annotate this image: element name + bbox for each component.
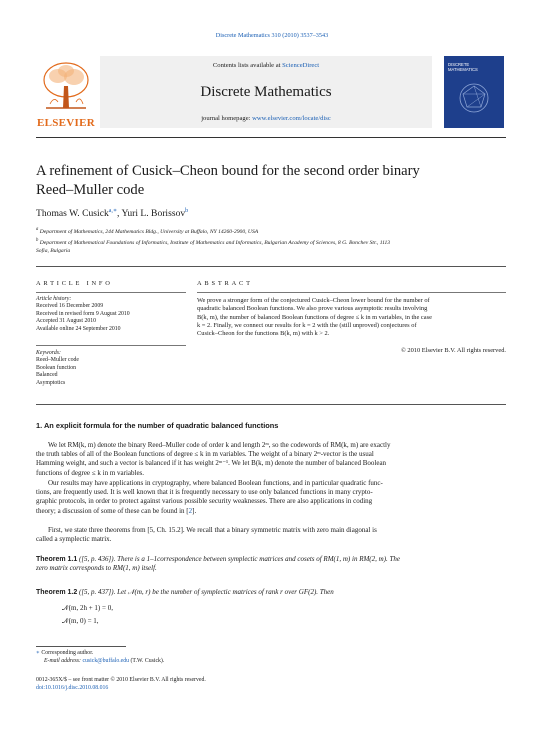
theorem-text: ([5, p. 437]). Let 𝒩(m, r) be the number of symplectic matrices of rank r over GF(2). Then bbox=[79, 588, 334, 596]
author-affiliation-link[interactable]: a,∗ bbox=[108, 208, 118, 214]
body-line: called a symplectic matrix. bbox=[36, 535, 112, 544]
header-divider bbox=[36, 137, 506, 138]
section-heading: 1. An explicit formula for the number of quadratic balanced functions bbox=[36, 421, 279, 430]
footnote-rule bbox=[36, 646, 126, 647]
footnote-email-line bbox=[36, 658, 506, 666]
body-line: graphic protocols, in order to protect against various possible security weaknesses. There are also applications in coding bbox=[36, 497, 373, 506]
abstract-line: We prove a stronger form of the conjectured Cusick–Cheon lower bound for the number of bbox=[197, 297, 430, 304]
affiliation-a bbox=[36, 226, 506, 236]
journal-homepage-line bbox=[100, 115, 432, 122]
body-line: First, we state three theorems from [5, Ch. 15.2]. We recall that a binary symmetric matrix with zero main diagonal is bbox=[48, 526, 377, 534]
affiliation-marker: b bbox=[36, 238, 39, 243]
history-item: Accepted 31 August 2010 bbox=[36, 318, 97, 325]
equation-2: 𝒩(m, 0) = 1, bbox=[62, 617, 99, 625]
equation-1: 𝒩(m, 2h + 1) = 0, bbox=[62, 604, 113, 612]
body-line: Our results may have applications in cryptography, where balanced Boolean functions, and in particular quadratic func- bbox=[48, 479, 383, 487]
body-line: tions, are frequently used. It is well known that it is frequently necessary to use only balanced functions in many crypto- bbox=[36, 488, 373, 497]
abstract-copyright: © 2010 Elsevier B.V. All rights reserved. bbox=[400, 347, 506, 354]
keyword-item: Boolean function bbox=[36, 364, 77, 371]
abstract-line: quadratic balanced Boolean functions. We also prove various asymptotic results involving bbox=[197, 305, 428, 313]
theorem-line bbox=[36, 588, 506, 597]
body-line: functions of degree ≤ k in m variables. bbox=[36, 468, 145, 477]
body-line: We let RM(k, m) denote the binary Reed–Muller code of order k and length 2ᵐ, so the codewords of RM(k, m) are exactly bbox=[48, 441, 391, 449]
history-label: Article history: bbox=[36, 296, 72, 302]
footnote-marker[interactable]: ∗ bbox=[36, 650, 40, 656]
affiliation-text: Department of Mathematics, 244 Mathematics Bldg., University at Buffalo, NY 14260-2900, USA bbox=[39, 228, 259, 235]
body-divider bbox=[36, 404, 506, 405]
keyword-item: Asymptotics bbox=[36, 379, 66, 386]
abstract-rule bbox=[197, 292, 506, 293]
front-matter-notice bbox=[36, 676, 206, 692]
affiliation-marker: a bbox=[36, 227, 39, 232]
issn-line: 0012-365X/$ – see front matter © 2010 Elsevier B.V. All rights reserved. bbox=[36, 677, 206, 683]
theorem-line bbox=[36, 555, 506, 564]
doi-link[interactable]: doi:10.1016/j.disc.2010.08.016 bbox=[36, 685, 109, 691]
keyword-item: Reed–Muller code bbox=[36, 357, 79, 364]
email-label: E-mail address: bbox=[44, 657, 83, 664]
body-paragraph-3 bbox=[36, 526, 506, 544]
author-separator: , bbox=[117, 208, 122, 220]
journal-citation[interactable]: Discrete Mathematics 310 (2010) 3537–3543 bbox=[215, 32, 329, 39]
email-link[interactable]: cusick@buffalo.edu bbox=[82, 657, 130, 664]
contents-prefix: Contents lists available at bbox=[212, 62, 283, 69]
paper-title-line1: A refinement of Cusick–Cheon bound for the second order binary bbox=[36, 163, 420, 179]
author-affiliation-link[interactable]: b bbox=[185, 208, 189, 214]
email-suffix: (T.W. Cusick). bbox=[129, 657, 165, 664]
journal-name: Discrete Mathematics bbox=[200, 84, 332, 100]
body-line bbox=[36, 507, 506, 516]
affiliation-text: Sofia, Bulgaria bbox=[36, 247, 71, 254]
cover-title: DISCRETE MATHEMATICS bbox=[448, 62, 478, 72]
history-item: Available online 24 September 2010 bbox=[36, 325, 121, 332]
abstract-line: k = 2. Finally, we connect our results for k = 2 with the (still unproved) conjectures of bbox=[197, 321, 417, 329]
homepage-prefix: journal homepage: bbox=[201, 115, 253, 122]
contents-available-line bbox=[100, 62, 432, 69]
history-item: Received 16 December 2009 bbox=[36, 303, 104, 310]
elsevier-wordmark: ELSEVIER bbox=[36, 117, 96, 129]
abstract-text bbox=[197, 297, 506, 338]
keywords-rule bbox=[36, 345, 186, 346]
body-text-span: ]. bbox=[192, 506, 197, 515]
history-item: Received in revised form 9 August 2010 bbox=[36, 310, 130, 317]
paper-title bbox=[36, 162, 506, 200]
theorem-line: zero matrix corresponds to RM(1, m) itself. bbox=[36, 564, 157, 573]
theorem-label: Theorem 1.2 bbox=[36, 589, 78, 596]
body-line: the truth tables of all of the Boolean functions of degree ≤ k in m variables. The weight of a binary 2ᵐ-vector is the usual bbox=[36, 450, 374, 459]
paper-title-line2: Reed–Muller code bbox=[36, 182, 145, 198]
journal-cover-image bbox=[444, 56, 504, 128]
author-name: Yuri L. Borissov bbox=[121, 208, 186, 220]
keywords-label: Keywords: bbox=[36, 350, 61, 356]
affiliation-text: Department of Mathematical Foundations of Informatics, Institute of Mathematics and Informatics, Bulgarian Academy of Sciences, 8 G. Bonchev Str., 1113 bbox=[39, 239, 391, 246]
author-list bbox=[36, 207, 188, 219]
abstract-line: Cusick–Cheon for the functions B(k, m) with k > 2. bbox=[197, 330, 330, 338]
article-history bbox=[36, 296, 186, 333]
keywords-block bbox=[36, 350, 186, 387]
abstract-heading: ABSTRACT bbox=[197, 280, 253, 287]
keyword-item: Balanced bbox=[36, 372, 58, 379]
footnote-text: Corresponding author. bbox=[41, 650, 94, 656]
affiliation-b bbox=[36, 237, 506, 255]
body-line: Hamming weight, and such a vector is balanced if it has weight 2ᵐ⁻¹. We let B(k, m) denote the number of balanced Boolean bbox=[36, 459, 387, 468]
cover-graphic-icon bbox=[444, 56, 504, 128]
article-info-heading: ARTICLE INFO bbox=[36, 280, 113, 287]
theorem-text: ([5, p. 436]). There is a 1–1correspondence between symplectic matrices and cosets of RM(1, m) in RM(2, m). The bbox=[79, 555, 401, 563]
elsevier-tree-icon bbox=[36, 56, 96, 116]
article-info-rule bbox=[36, 292, 186, 293]
front-matter-divider bbox=[36, 266, 506, 267]
body-text-span: theory; a discussion of some of these can be found in [ bbox=[36, 506, 189, 515]
footnote-line bbox=[36, 650, 506, 658]
body-paragraph-2 bbox=[36, 479, 506, 516]
theorem-1-2 bbox=[36, 588, 506, 597]
sciencedirect-link[interactable]: ScienceDirect bbox=[282, 62, 320, 69]
theorem-1-1 bbox=[36, 555, 506, 573]
journal-homepage-link[interactable]: www.elsevier.com/locate/disc bbox=[252, 115, 331, 122]
citation-link[interactable]: 2 bbox=[188, 506, 193, 515]
abstract-line: B(k, m), the number of balanced Boolean functions of degree ≤ k in m variables, in the case bbox=[197, 313, 432, 321]
theorem-label: Theorem 1.1 bbox=[36, 556, 78, 563]
author-name: Thomas W. Cusick bbox=[36, 208, 109, 220]
footnote bbox=[36, 650, 506, 666]
body-paragraph-1 bbox=[36, 441, 506, 478]
